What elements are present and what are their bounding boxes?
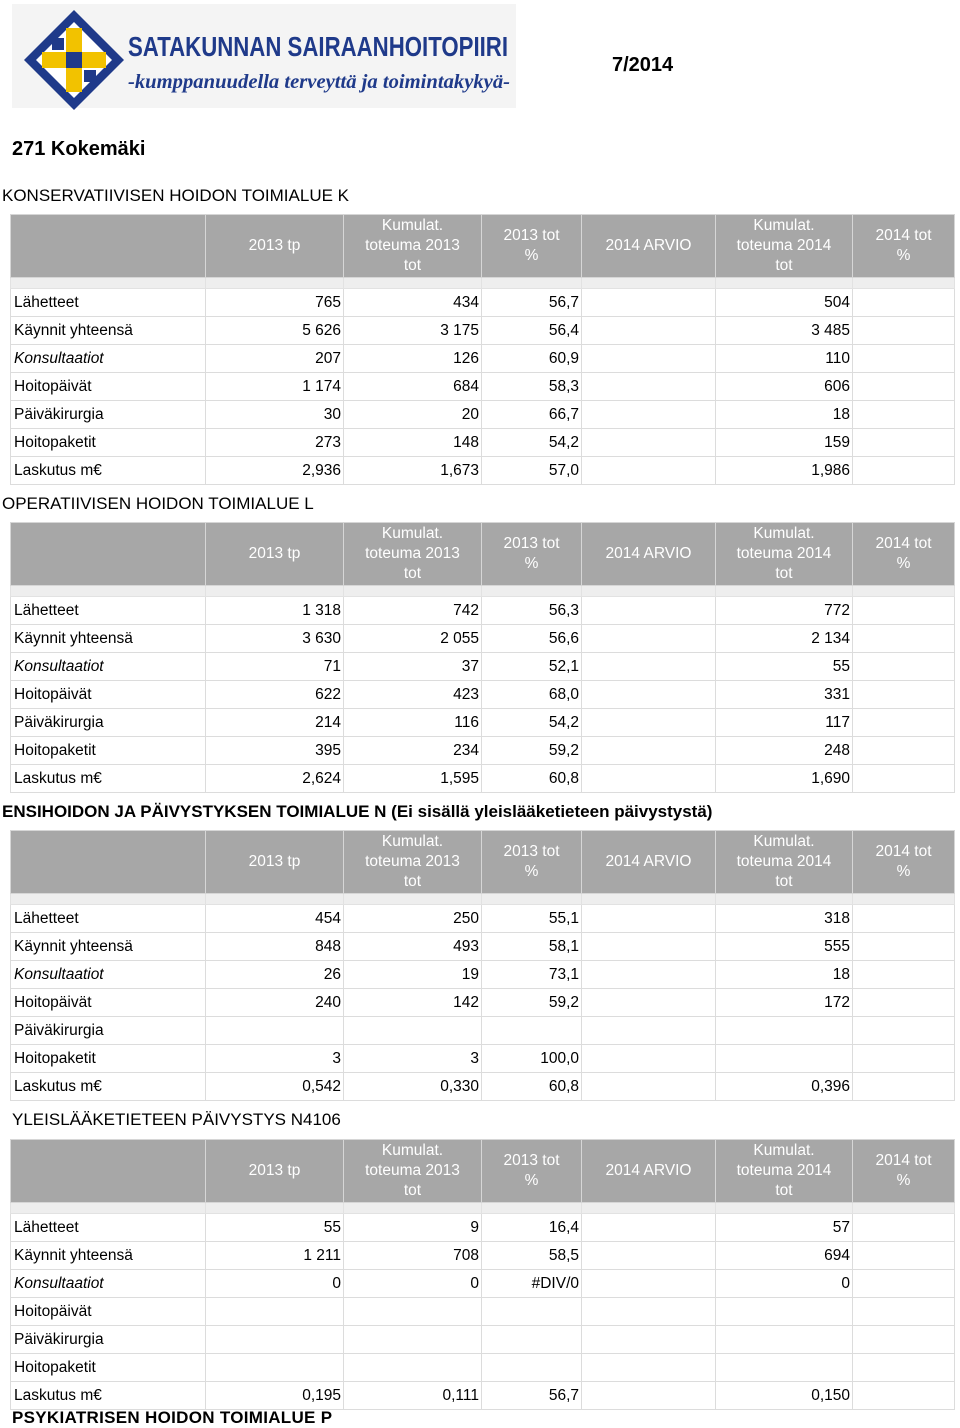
row-label: Laskutus m€: [11, 457, 206, 485]
row-label: Käynnit yhteensä: [11, 933, 206, 961]
cell-value: 60,9: [482, 345, 582, 373]
header-cumulative-2014: Kumulat. toteuma 2014 tot: [716, 1140, 853, 1203]
cell-value: [853, 765, 955, 793]
cell-value: 493: [344, 933, 482, 961]
cell-value: [853, 1214, 955, 1242]
cell-value: 71: [206, 653, 344, 681]
table-row: [11, 905, 955, 933]
cell-value: 20: [344, 401, 482, 429]
table-row: [11, 737, 955, 765]
cell-value: [582, 429, 716, 457]
cell-value: [716, 1298, 853, 1326]
row-label: Laskutus m€: [11, 1382, 206, 1410]
cell-value: [853, 317, 955, 345]
header-2013-pct: 2013 tot %: [482, 831, 582, 894]
cell-value: 742: [344, 597, 482, 625]
cell-value: #DIV/0: [482, 1270, 582, 1298]
cell-value: 52,1: [482, 653, 582, 681]
header-2014-pct: 2014 tot %: [853, 215, 955, 278]
row-label: Konsultaatiot: [11, 1270, 206, 1298]
header-2013-tp: 2013 tp: [206, 1140, 344, 1203]
table-spacer-row: [11, 894, 955, 905]
cell-value: [582, 625, 716, 653]
cell-value: 59,2: [482, 989, 582, 1017]
cell-value: [853, 1045, 955, 1073]
cell-value: 434: [344, 289, 482, 317]
header-2014-estimate: 2014 ARVIO: [582, 523, 716, 586]
cell-value: 250: [344, 905, 482, 933]
row-label: Päiväkirurgia: [11, 709, 206, 737]
cell-value: 2 134: [716, 625, 853, 653]
cell-value: 56,3: [482, 597, 582, 625]
cell-value: 848: [206, 933, 344, 961]
cell-value: 0,542: [206, 1073, 344, 1101]
cell-value: [853, 457, 955, 485]
table-row: [11, 1382, 955, 1410]
cell-value: 73,1: [482, 961, 582, 989]
cell-value: 18: [716, 401, 853, 429]
row-label: Hoitopaketit: [11, 1354, 206, 1382]
cell-value: [582, 1214, 716, 1242]
table-row: [11, 1017, 955, 1045]
row-label: Laskutus m€: [11, 765, 206, 793]
cell-value: [853, 625, 955, 653]
header-2014-pct: 2014 tot %: [853, 523, 955, 586]
table-header-row: [11, 1140, 955, 1203]
cell-value: 18: [716, 961, 853, 989]
table-row: [11, 1270, 955, 1298]
cell-value: 273: [206, 429, 344, 457]
row-label: Käynnit yhteensä: [11, 1242, 206, 1270]
org-name: SATAKUNNAN SAIRAANHOITOPIIRI: [128, 31, 508, 62]
cell-value: [344, 1298, 482, 1326]
cell-value: 0,330: [344, 1073, 482, 1101]
cell-value: [716, 1326, 853, 1354]
cell-value: [853, 597, 955, 625]
cell-value: [582, 765, 716, 793]
cell-value: [582, 1017, 716, 1045]
row-label: Hoitopaketit: [11, 737, 206, 765]
cell-value: [582, 1326, 716, 1354]
table-row: [11, 709, 955, 737]
cell-value: 3 485: [716, 317, 853, 345]
cell-value: 54,2: [482, 429, 582, 457]
row-label: Hoitopäivät: [11, 681, 206, 709]
cell-value: [582, 373, 716, 401]
cell-value: 622: [206, 681, 344, 709]
cell-value: [716, 1017, 853, 1045]
table-row: [11, 345, 955, 373]
section-title: ENSIHOIDON JA PÄIVYSTYKSEN TOIMIALUE N (Ei sisällä yleislääketieteen päivystystä): [2, 802, 713, 821]
table-row: [11, 765, 955, 793]
row-label: Konsultaatiot: [11, 653, 206, 681]
cell-value: [582, 597, 716, 625]
cell-value: [853, 737, 955, 765]
cell-value: 66,7: [482, 401, 582, 429]
cell-value: [582, 709, 716, 737]
row-label: Lähetteet: [11, 597, 206, 625]
cell-value: 0,396: [716, 1073, 853, 1101]
row-label: Käynnit yhteensä: [11, 317, 206, 345]
table-header-row: [11, 831, 955, 894]
header-2013-pct: 2013 tot %: [482, 1140, 582, 1203]
cell-value: [582, 989, 716, 1017]
cell-value: 58,5: [482, 1242, 582, 1270]
cell-value: 240: [206, 989, 344, 1017]
section-title: KONSERVATIIVISEN HOIDON TOIMIALUE K: [2, 186, 350, 205]
stats-table: [10, 522, 955, 793]
header-2013-tp: 2013 tp: [206, 215, 344, 278]
cell-value: 56,7: [482, 289, 582, 317]
cell-value: 56,6: [482, 625, 582, 653]
header-empty: [11, 1140, 206, 1203]
cell-value: 1 174: [206, 373, 344, 401]
table-row: [11, 373, 955, 401]
cell-value: 117: [716, 709, 853, 737]
cell-value: [582, 1242, 716, 1270]
report-period: 7/2014: [612, 54, 674, 76]
header-cumulative-2013: Kumulat. toteuma 2013 tot: [344, 831, 482, 894]
cell-value: [482, 1354, 582, 1382]
cell-value: [344, 1354, 482, 1382]
row-label: Hoitopäivät: [11, 1298, 206, 1326]
cell-value: 56,7: [482, 1382, 582, 1410]
cell-value: 58,3: [482, 373, 582, 401]
cell-value: 19: [344, 961, 482, 989]
cell-value: [206, 1326, 344, 1354]
cell-value: 1 211: [206, 1242, 344, 1270]
cell-value: [853, 1298, 955, 1326]
cell-value: 1,690: [716, 765, 853, 793]
cell-value: [853, 1242, 955, 1270]
table-spacer-row: [11, 586, 955, 597]
cell-value: [716, 1045, 853, 1073]
cell-value: 60,8: [482, 1073, 582, 1101]
cell-value: 3 175: [344, 317, 482, 345]
cell-value: 248: [716, 737, 853, 765]
cell-value: 55: [206, 1214, 344, 1242]
table-row: [11, 625, 955, 653]
cell-value: [853, 373, 955, 401]
row-label: Päiväkirurgia: [11, 1017, 206, 1045]
cell-value: [853, 1270, 955, 1298]
cell-value: [582, 933, 716, 961]
cell-value: 68,0: [482, 681, 582, 709]
cell-value: 0: [206, 1270, 344, 1298]
cell-value: 59,2: [482, 737, 582, 765]
cell-value: [582, 1298, 716, 1326]
cell-value: [582, 1073, 716, 1101]
cell-value: 207: [206, 345, 344, 373]
row-label: Konsultaatiot: [11, 961, 206, 989]
section-title: YLEISLÄÄKETIETEEN PÄIVYSTYS N4106: [12, 1110, 341, 1129]
cell-value: [853, 1073, 955, 1101]
cell-value: [582, 317, 716, 345]
cell-value: 234: [344, 737, 482, 765]
cell-value: 395: [206, 737, 344, 765]
table-row: [11, 933, 955, 961]
cell-value: 2,624: [206, 765, 344, 793]
table-row: [11, 961, 955, 989]
row-label: Konsultaatiot: [11, 345, 206, 373]
cell-value: [206, 1354, 344, 1382]
cell-value: [482, 1326, 582, 1354]
cell-value: 56,4: [482, 317, 582, 345]
cell-value: [853, 681, 955, 709]
cell-value: [853, 289, 955, 317]
cell-value: 1 318: [206, 597, 344, 625]
cell-value: 0: [344, 1270, 482, 1298]
cell-value: [482, 1298, 582, 1326]
cell-value: 694: [716, 1242, 853, 1270]
cell-value: 148: [344, 429, 482, 457]
cell-value: [853, 345, 955, 373]
cell-value: 5 626: [206, 317, 344, 345]
cell-value: 318: [716, 905, 853, 933]
cell-value: 126: [344, 345, 482, 373]
organization-logo: [12, 4, 516, 108]
cell-value: 55,1: [482, 905, 582, 933]
cell-value: 0: [716, 1270, 853, 1298]
cell-value: 159: [716, 429, 853, 457]
cell-value: [482, 1017, 582, 1045]
cell-value: 606: [716, 373, 853, 401]
cell-value: [853, 933, 955, 961]
row-label: Päiväkirurgia: [11, 1326, 206, 1354]
cell-value: [853, 1354, 955, 1382]
cell-value: 110: [716, 345, 853, 373]
header-cumulative-2014: Kumulat. toteuma 2014 tot: [716, 523, 853, 586]
row-label: Päiväkirurgia: [11, 401, 206, 429]
row-label: Käynnit yhteensä: [11, 625, 206, 653]
cell-value: [582, 1045, 716, 1073]
table-row: [11, 289, 955, 317]
stats-table: [10, 1139, 955, 1410]
table-row: [11, 681, 955, 709]
stats-table: [10, 214, 955, 485]
header-2014-estimate: 2014 ARVIO: [582, 1140, 716, 1203]
cell-value: 555: [716, 933, 853, 961]
logo-emblem-icon: [12, 4, 516, 108]
cell-value: 3 630: [206, 625, 344, 653]
cell-value: 30: [206, 401, 344, 429]
cell-value: [853, 989, 955, 1017]
table-row: [11, 401, 955, 429]
cell-value: 0,150: [716, 1382, 853, 1410]
table-row: [11, 1326, 955, 1354]
cell-value: [582, 681, 716, 709]
cell-value: 37: [344, 653, 482, 681]
cell-value: 54,2: [482, 709, 582, 737]
header-2013-pct: 2013 tot %: [482, 215, 582, 278]
table-header-row: [11, 215, 955, 278]
header-2014-pct: 2014 tot %: [853, 1140, 955, 1203]
cell-value: 57,0: [482, 457, 582, 485]
cell-value: 172: [716, 989, 853, 1017]
header-2014-estimate: 2014 ARVIO: [582, 215, 716, 278]
cell-value: 0,195: [206, 1382, 344, 1410]
header-cumulative-2013: Kumulat. toteuma 2013 tot: [344, 215, 482, 278]
header-cumulative-2013: Kumulat. toteuma 2013 tot: [344, 1140, 482, 1203]
cell-value: 0,111: [344, 1382, 482, 1410]
table-row: [11, 1073, 955, 1101]
header-empty: [11, 215, 206, 278]
municipality-title: 271 Kokemäki: [12, 138, 146, 160]
table-row: [11, 1354, 955, 1382]
stats-table: [10, 830, 955, 1101]
row-label: Lähetteet: [11, 905, 206, 933]
cell-value: 765: [206, 289, 344, 317]
cell-value: [582, 905, 716, 933]
row-label: Hoitopäivät: [11, 373, 206, 401]
header-2014-pct: 2014 tot %: [853, 831, 955, 894]
cell-value: [853, 1382, 955, 1410]
cell-value: [853, 429, 955, 457]
cell-value: [582, 961, 716, 989]
header-empty: [11, 831, 206, 894]
row-label: Hoitopaketit: [11, 1045, 206, 1073]
header-empty: [11, 523, 206, 586]
cell-value: [582, 653, 716, 681]
cell-value: 2 055: [344, 625, 482, 653]
cell-value: 16,4: [482, 1214, 582, 1242]
cell-value: 1,673: [344, 457, 482, 485]
cell-value: 772: [716, 597, 853, 625]
org-slogan: -kumppanuudella terveyttä ja toimintakykyä-: [128, 71, 510, 93]
table-row: [11, 653, 955, 681]
cell-value: [582, 1354, 716, 1382]
header-cumulative-2013: Kumulat. toteuma 2013 tot: [344, 523, 482, 586]
table-row: [11, 457, 955, 485]
header-cumulative-2014: Kumulat. toteuma 2014 tot: [716, 831, 853, 894]
table-row: [11, 597, 955, 625]
cell-value: [853, 653, 955, 681]
cell-value: [582, 401, 716, 429]
cell-value: 708: [344, 1242, 482, 1270]
table-row: [11, 429, 955, 457]
table-row: [11, 317, 955, 345]
cell-value: 55: [716, 653, 853, 681]
cell-value: [344, 1017, 482, 1045]
table-row: [11, 1298, 955, 1326]
cell-value: [582, 737, 716, 765]
cell-value: 3: [206, 1045, 344, 1073]
table-spacer-row: [11, 1203, 955, 1214]
cell-value: [582, 1382, 716, 1410]
cell-value: [582, 457, 716, 485]
cell-value: 1,986: [716, 457, 853, 485]
cell-value: 214: [206, 709, 344, 737]
cell-value: 1,595: [344, 765, 482, 793]
cell-value: 58,1: [482, 933, 582, 961]
cell-value: 142: [344, 989, 482, 1017]
table-spacer-row: [11, 278, 955, 289]
table-row: [11, 1214, 955, 1242]
next-section-title: PSYKIATRISEN HOIDON TOIMIALUE P: [12, 1408, 333, 1427]
cell-value: [853, 905, 955, 933]
cell-value: 2,936: [206, 457, 344, 485]
cell-value: [853, 961, 955, 989]
cell-value: [853, 401, 955, 429]
cell-value: 684: [344, 373, 482, 401]
cell-value: [853, 1017, 955, 1045]
table-row: [11, 1045, 955, 1073]
cell-value: 100,0: [482, 1045, 582, 1073]
cell-value: [582, 1270, 716, 1298]
cell-value: [206, 1017, 344, 1045]
cell-value: 504: [716, 289, 853, 317]
cell-value: 26: [206, 961, 344, 989]
row-label: Lähetteet: [11, 289, 206, 317]
cell-value: [582, 289, 716, 317]
row-label: Hoitopäivät: [11, 989, 206, 1017]
table-header-row: [11, 523, 955, 586]
cell-value: [853, 1326, 955, 1354]
cell-value: 331: [716, 681, 853, 709]
cell-value: 454: [206, 905, 344, 933]
section-title: OPERATIIVISEN HOIDON TOIMIALUE L: [2, 494, 314, 513]
cell-value: [582, 345, 716, 373]
header-2014-estimate: 2014 ARVIO: [582, 831, 716, 894]
table-row: [11, 1242, 955, 1270]
header-2013-tp: 2013 tp: [206, 523, 344, 586]
cell-value: 60,8: [482, 765, 582, 793]
header-cumulative-2014: Kumulat. toteuma 2014 tot: [716, 215, 853, 278]
cell-value: [716, 1354, 853, 1382]
cell-value: 3: [344, 1045, 482, 1073]
cell-value: 423: [344, 681, 482, 709]
cell-value: 116: [344, 709, 482, 737]
table-row: [11, 989, 955, 1017]
row-label: Lähetteet: [11, 1214, 206, 1242]
cell-value: [344, 1326, 482, 1354]
header-2013-tp: 2013 tp: [206, 831, 344, 894]
cell-value: 9: [344, 1214, 482, 1242]
row-label: Laskutus m€: [11, 1073, 206, 1101]
header-2013-pct: 2013 tot %: [482, 523, 582, 586]
cell-value: 57: [716, 1214, 853, 1242]
cell-value: [206, 1298, 344, 1326]
row-label: Hoitopaketit: [11, 429, 206, 457]
cell-value: [853, 709, 955, 737]
